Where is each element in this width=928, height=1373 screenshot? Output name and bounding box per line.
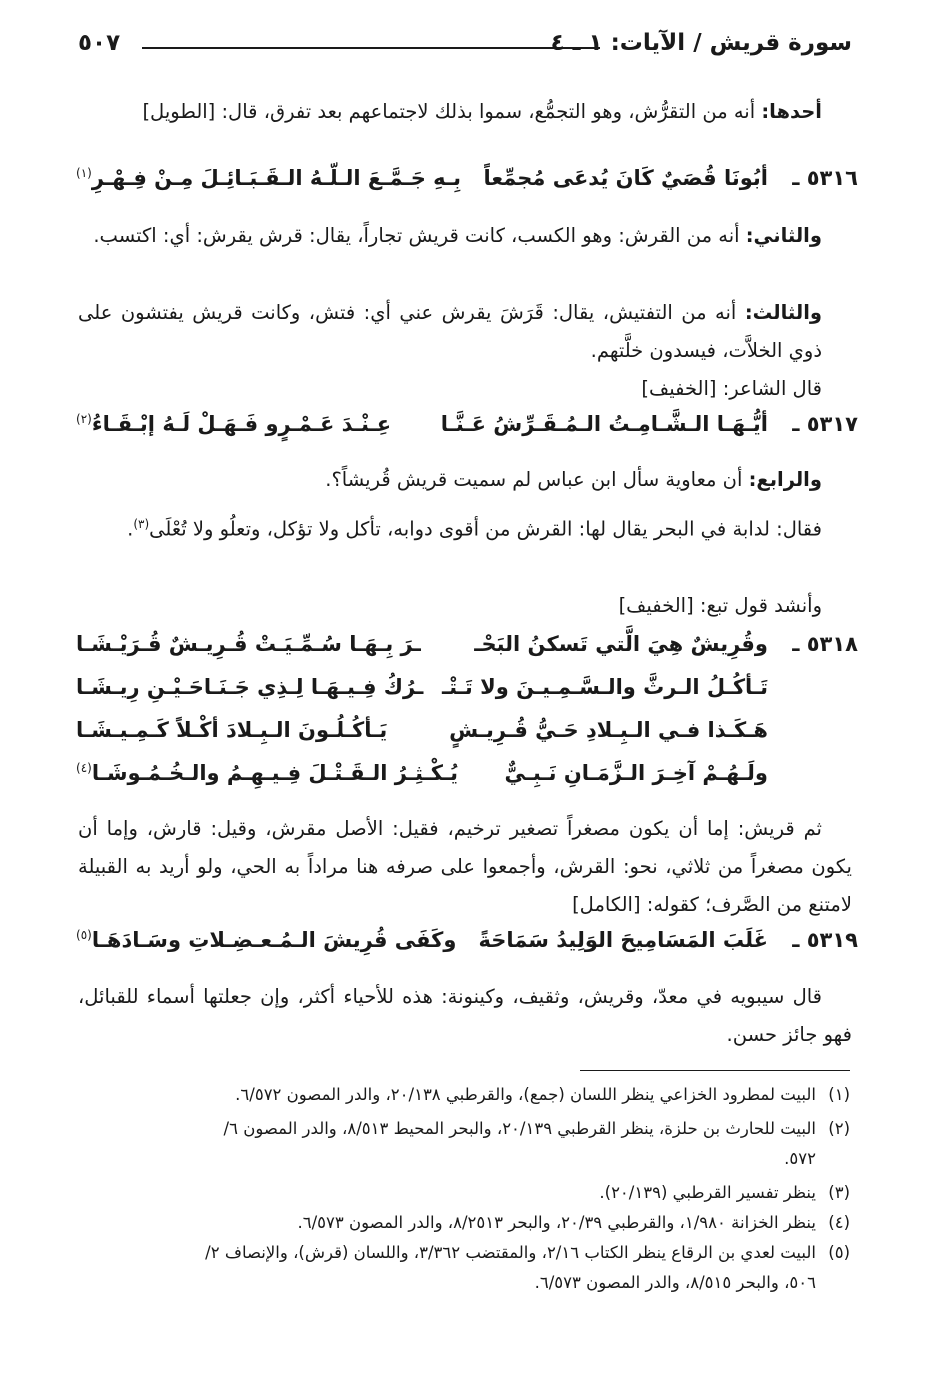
verse-number: ٥٣١٧ ـ (792, 412, 858, 436)
verse-second-hemistich: ـرُكُ فِـيـهَـا لِـذِي جَـنَـاحَـيْـنِ رِيـشَـا (76, 675, 424, 699)
verse-first-hemistich: أبُونَا قُصَيٌ كَانَ يُدعَى مُجمِّعاً (483, 166, 768, 190)
verse-first-hemistich: ولَـهُـمْ آخِـرَ الـزَّمَـانِ نَـبِـيٌّ (504, 761, 768, 785)
footnote-text: ينظر الخزانة ١/٩٨٠، والقرطبي ٢٠/٣٩، والبحر ٨/٢٥١٣، والدر المصون ٦/٥٧٣. (297, 1213, 816, 1232)
verse-5318-line-1 (70, 632, 858, 672)
footnote-continuation: ٥٧٢. (784, 1149, 816, 1168)
paragraph-answer (78, 505, 822, 549)
verse-number: ٥٣١٦ ـ (792, 166, 858, 190)
verse-first-hemistich: تَـأكُـلُ الـرثَّ والـسَّـمِـيـنَ ولا تَـتْـ (441, 675, 768, 699)
footnote-number: (٣) (828, 1183, 850, 1202)
header-rule (142, 47, 600, 49)
verse-5318-line-4 (70, 761, 858, 801)
verse-first-hemistich: وقُرِيشٌ هِيَ الَّتي تَسكنُ البَحْـ (474, 632, 768, 656)
paragraph-sibawayh: قال سيبويه في معدّ، وقريش، وثقيف، وكينونة: هذه للأحياء أكثر، وإن جعلتها أسماء للقبائل، فهو جائز حسن. (78, 985, 852, 1046)
footnote-text: ينظر تفسير القرطبي (٢٠/١٣٩). (599, 1183, 816, 1202)
answer-text: فقال: لدابة في البحر يقال لها: القرش من أقوى دوابه، تأكل ولا تؤكل، وتعلُو ولا تُعْلَى (149, 517, 822, 541)
third-opinion-text: أنه من التفتيش، يقال: قَرَشَ يقرش عني أي: فتش، وكانت قريش يفتشون على ذوي الخلاَّت، فيسدون خلَّتهم. (78, 301, 822, 362)
page-number: ٥٠٧ (78, 30, 121, 56)
second-opinion-label: والثاني: (745, 224, 822, 247)
verse-number: ٥٣١٨ ـ (792, 632, 858, 656)
verse-first-hemistich: أيُّـهَـا الـشَّـامِـتُ الـمُـقَـرِّشُ عَـنَّـا (440, 412, 768, 436)
verse-5318-line-3 (70, 718, 858, 758)
verse-text: يُـكْـثِـرُ الـقَـتْـلَ فِـيـهِـمُ والـخُـمُـوشَـا (91, 761, 459, 785)
surah-title: سورة قريش / الآيات: ١ ـ ٤ (550, 30, 852, 56)
verse-5317 (70, 412, 858, 452)
running-header (78, 30, 852, 62)
paragraph-fourth-opinion (78, 461, 822, 499)
verse-5318-line-2 (70, 675, 858, 715)
footnote-2 (78, 1114, 850, 1174)
verse-first-hemistich: هَـكَـذا فـي الـبِـلادِ حَـيُّ قُـرِيـشٍ (449, 718, 768, 742)
answer-end: . (127, 517, 134, 541)
verse-number: ٥٣١٩ ـ (792, 928, 858, 952)
verse-text: بِـهِ جَـمَّـعَ الـلّـهُ الـقَـبَـائِـلَ مِـنْ فِـهْـرِ (91, 166, 461, 190)
verse-5316 (70, 166, 858, 206)
footnote-ref: (٢) (76, 412, 92, 426)
footnote-1 (78, 1080, 850, 1110)
footnote-5 (78, 1238, 850, 1298)
footnote-number: (١) (828, 1085, 850, 1104)
verse-second-hemistich: يَـأكُـلُـونَ الـبِـلادَ أكْـلاً كَـمِـيـشَـا (76, 718, 388, 742)
tubba-intro: وأنشد قول تبع: [الخفيف] (618, 594, 822, 617)
verse-second-hemistich (76, 412, 391, 436)
second-opinion-text: أنه من القرش: وهو الكسب، كانت قريش تجاراً، يقال: قرش يقرش: أي: اكتسب. (93, 224, 746, 247)
fourth-opinion-text: أن معاوية سأل ابن عباس لم سميت قريش قُريشاً؟. (325, 468, 749, 491)
third-opinion-label: والثالث: (744, 301, 822, 324)
footnote-number: (٤) (828, 1213, 850, 1232)
footnote-text: البيت للحارث بن حلزة، ينظر القرطبي ٢٠/١٣٩، والبحر المحيط ٨/٥١٣، والدر المصون ٦/ (223, 1119, 816, 1138)
footnote-ref: (٣) (133, 517, 150, 531)
footnote-number: (٥) (828, 1243, 850, 1262)
verse-text: عِـنْـدَ عَـمْـرٍو فَـهَـلْ لَـهُ إبْـقَـاءُ (91, 412, 392, 436)
footnote-text: البيت لعدي بن الرقاع ينظر الكتاب ٢/١٦، والمقتضب ٣/٣٦٢، واللسان (قرش)، والإنصاف ٢/ (205, 1243, 816, 1262)
paragraph-diminutive: ثم قريش: إما أن يكون مصغراً تصغير ترخيم، فقيل: الأصل مقرش، وقيل: قارش، وإما أن يكون مصغراً من ثلاثي، نحو: القرش، وأجمعوا على صرفه هنا مراداً به الحي، ولو أريد به القبيلة لامتنع من الصَّرف؛ كقوله: [الكامل] (78, 817, 852, 916)
verse-text: وكَفَى قُرِيشَ الـمُـعـضِـلاتِ وسَـادَهَـا (91, 928, 457, 952)
paragraph-third-opinion (78, 294, 822, 370)
verse-second-hemistich (76, 166, 461, 190)
footnote-ref: (٥) (76, 928, 92, 942)
paragraph-second-opinion (78, 217, 822, 255)
footnote-text: البيت لمطرود الخزاعي ينظر اللسان (جمع)، والقرطبي ٢٠/١٣٨، والدر المصون ٦/٥٧٢. (235, 1085, 816, 1104)
first-opinion-text: أنه من التقرُّش، وهو التجمُّع، سموا بذلك لاجتماعهم بعد تفرق، قال: [الطويل] (142, 100, 762, 123)
verse-second-hemistich (76, 928, 456, 952)
verse-5319 (70, 928, 858, 968)
verse-second-hemistich (76, 761, 458, 785)
footnote-4 (78, 1208, 850, 1238)
footnote-ref: (٤) (76, 761, 92, 775)
footnote-ref: (١) (76, 166, 92, 180)
footnote-separator (580, 1070, 850, 1071)
footnote-3 (78, 1178, 850, 1208)
verse-second-hemistich: ـرَ بِـهَـا سُـمِّـيَـتْ قُـرِيـشٌ قُـرَيْـشَـا (76, 632, 421, 656)
footnote-continuation: ٥٠٦، والبحر ٨/٥١٥، والدر المصون ٦/٥٧٣. (534, 1273, 816, 1292)
paragraph-first-opinion (78, 93, 822, 131)
footnote-number: (٢) (828, 1119, 850, 1138)
fourth-opinion-label: والرابع: (748, 468, 822, 491)
poet-intro: قال الشاعر: [الخفيف] (641, 377, 822, 400)
verse-first-hemistich: غَلَبَ المَسَامِيحَ الوَلِيدُ سَمَاحَةً (478, 928, 768, 952)
first-opinion-label: أحدها: (761, 100, 822, 123)
